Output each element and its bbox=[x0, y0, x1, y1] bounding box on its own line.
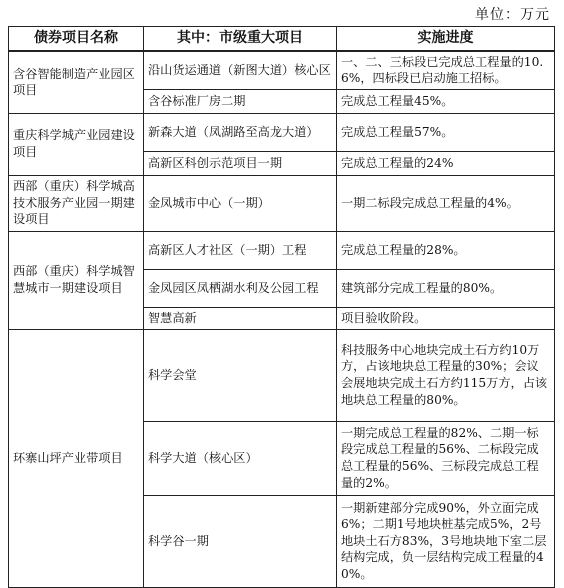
progress-cell: 一、二、三标段已完成总工程量的10.6%，四标段已启动施工招标。 bbox=[337, 51, 555, 89]
progress-cell: 完成总工程量57%。 bbox=[337, 113, 555, 151]
major-project-cell: 含谷标准厂房二期 bbox=[144, 89, 337, 113]
bond-name-cell: 含谷智能制造产业园区项目 bbox=[9, 51, 144, 113]
progress-cell: 一期完成总工程量的82%、二期一标段完成总工程量的56%、二标段完成总工程量的56%、三标段完成总工程量的2%。 bbox=[337, 421, 555, 495]
table-row bbox=[9, 329, 555, 421]
major-project-cell: 科学谷一期 bbox=[144, 495, 337, 587]
major-project-cell: 科学大道（核心区） bbox=[144, 421, 337, 495]
table-row bbox=[9, 175, 555, 231]
major-project-cell: 金凤园区凤栖湖水利及公园工程 bbox=[144, 269, 337, 307]
major-project-cell: 新森大道（凤湖路至高龙大道） bbox=[144, 113, 337, 151]
header-progress: 实施进度 bbox=[337, 27, 555, 52]
progress-cell: 完成总工程量的24% bbox=[337, 151, 555, 175]
header-major-project: 其中：市级重大项目 bbox=[144, 27, 337, 52]
table-header-row bbox=[9, 27, 555, 52]
progress-cell: 完成总工程量45%。 bbox=[337, 89, 555, 113]
bond-name-cell: 重庆科学城产业园建设项目 bbox=[9, 113, 144, 175]
progress-cell: 完成总工程量的28%。 bbox=[337, 231, 555, 269]
major-project-cell: 高新区人才社区（一期）工程 bbox=[144, 231, 337, 269]
major-project-cell: 科学会堂 bbox=[144, 329, 337, 421]
major-project-cell: 金凤城市中心（一期） bbox=[144, 175, 337, 231]
bond-name-cell: 西部（重庆）科学城高技术服务产业园一期建设项目 bbox=[9, 175, 144, 231]
progress-cell: 一期新建部分完成90%，外立面完成6%；二期1号地块桩基完成5%，2号地块土石方83%，3号地块地下室二层结构完成，负一层结构完成工程量的40%。 bbox=[337, 495, 555, 587]
table-row bbox=[9, 113, 555, 151]
progress-cell: 项目验收阶段。 bbox=[337, 307, 555, 329]
bond-name-cell: 环寨山坪产业带项目 bbox=[9, 329, 144, 587]
unit-label: 单位：万元 bbox=[475, 7, 550, 23]
bond-project-table bbox=[8, 26, 555, 588]
table-row bbox=[9, 231, 555, 269]
major-project-cell: 智慧高新 bbox=[144, 307, 337, 329]
major-project-cell: 沿山货运通道（新图大道）核心区 bbox=[144, 51, 337, 89]
major-project-cell: 高新区科创示范项目一期 bbox=[144, 151, 337, 175]
progress-cell: 一期二标段完成总工程量的4%。 bbox=[337, 175, 555, 231]
bond-name-cell: 西部（重庆）科学城智慧城市一期建设项目 bbox=[9, 231, 144, 329]
progress-cell: 建筑部分完成工程量的80%。 bbox=[337, 269, 555, 307]
progress-cell: 科技服务中心地块完成土石方约10万方，占该地块总工程量的30%；会议会展地块完成土石方约115万方，占该地块总工程量的80%。 bbox=[337, 329, 555, 421]
header-project-name: 债券项目名称 bbox=[9, 27, 144, 52]
table-row bbox=[9, 51, 555, 89]
